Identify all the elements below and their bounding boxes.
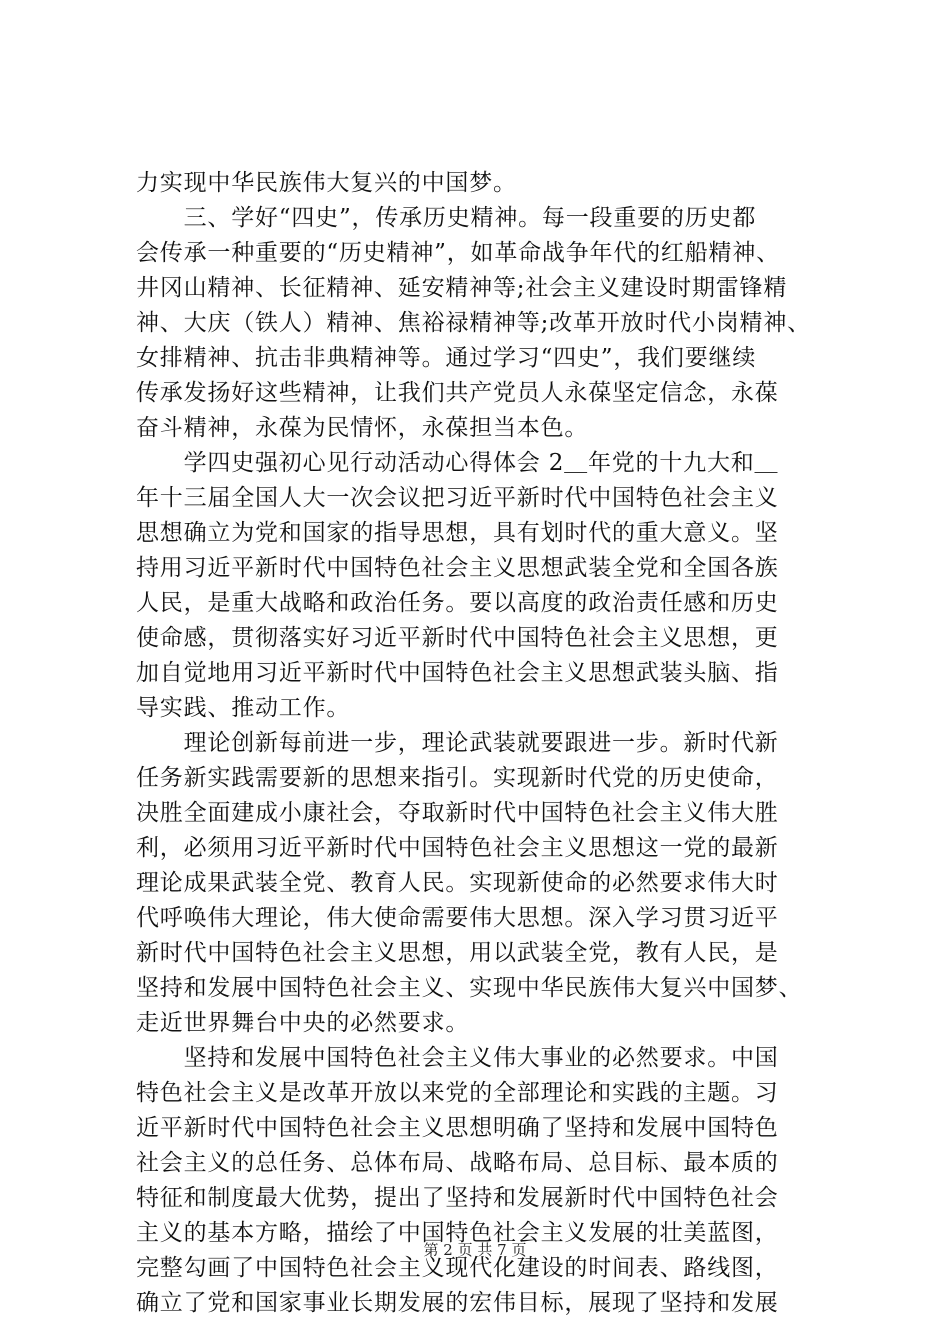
text-line: 坚持和发展中国特色社会主义伟大事业的必然要求。中国 [136,1045,779,1071]
text-line: 完整勾画了中国特色社会主义现代化建设的时间表、路线图， [136,1255,779,1281]
text-line: 理论成果武装全党、教育人民。实现新使命的必然要求伟大时 [136,870,779,896]
text-line: 特征和制度最大优势，提出了坚持和发展新时代中国特色社会 [136,1185,779,1211]
page-footer: 第 2 页 共 7 页 [423,1241,527,1259]
text-line: 理论创新每前进一步，理论武装就要跟进一步。新时代新 [136,730,779,756]
text-line: 传承发扬好这些精神，让我们共产党员人永葆坚定信念，永葆 [136,380,779,406]
text-line: 近平新时代中国特色社会主义思想明确了坚持和发展中国特色 [136,1115,779,1141]
text-line: 利，必须用习近平新时代中国特色社会主义思想这一党的最新 [136,835,779,861]
text-line: 特色社会主义是改革开放以来党的全部理论和实践的主题。习 [136,1080,779,1106]
text-line: 坚持和发展中国特色社会主义、实现中华民族伟大复兴中国梦、 [136,975,803,1001]
text-line: 人民，是重大战略和政治任务。要以高度的政治责任感和历史 [136,590,779,616]
text-line: 走近世界舞台中央的必然要求。 [136,1010,470,1036]
text-line: 任务新实践需要新的思想来指引。实现新时代党的历史使命， [136,765,779,791]
text-line: 加自觉地用习近平新时代中国特色社会主义思想武装头脑、指 [136,660,779,686]
text-line: 会传承一种重要的“历史精神”，如革命战争年代的红船精神、 [136,240,780,266]
text-line: 新时代中国特色社会主义思想，用以武装全党，教有人民，是 [136,940,779,966]
text-line: 力实现中华民族伟大复兴的中国梦。 [136,170,517,196]
text-line: 女排精神、抗击非典精神等。通过学习“四史”，我们要继续 [136,345,757,371]
text-line: 主义的基本方略，描绘了中国特色社会主义发展的壮美蓝图， [136,1220,779,1246]
text-line: 学四史强初心见行动活动心得体会 2＿年党的十九大和＿ [136,450,779,476]
text-line: 神、大庆（铁人）精神、焦裕禄精神等;改革开放时代小岗精神、 [136,310,811,336]
text-line: 代呼唤伟大理论，伟大使命需要伟大思想。深入学习贯习近平 [136,905,779,931]
text-line: 确立了党和国家事业长期发展的宏伟目标，展现了坚持和发展 [136,1290,779,1316]
text-line: 思想确立为党和国家的指导思想，具有划时代的重大意义。坚 [136,520,779,546]
body-text [136,166,826,1321]
text-line: 使命感，贯彻落实好习近平新时代中国特色社会主义思想，更 [136,625,779,651]
text-line: 井冈山精神、长征精神、延安精神等;社会主义建设时期雷锋精 [136,275,788,301]
text-line: 决胜全面建成小康社会，夺取新时代中国特色社会主义伟大胜 [136,800,779,826]
text-line: 导实践、推动工作。 [136,695,351,721]
text-line: 年十三届全国人大一次会议把习近平新时代中国特色社会主义 [136,485,779,511]
text-line: 三、学好“四史”，传承历史精神。每一段重要的历史都 [136,205,757,231]
text-line: 社会主义的总任务、总体布局、战略布局、总目标、最本质的 [136,1150,779,1176]
text-line: 奋斗精神，永葆为民情怀，永葆担当本色。 [136,415,589,441]
text-line: 持用习近平新时代中国特色社会主义思想武装全党和全国各族 [136,555,779,581]
